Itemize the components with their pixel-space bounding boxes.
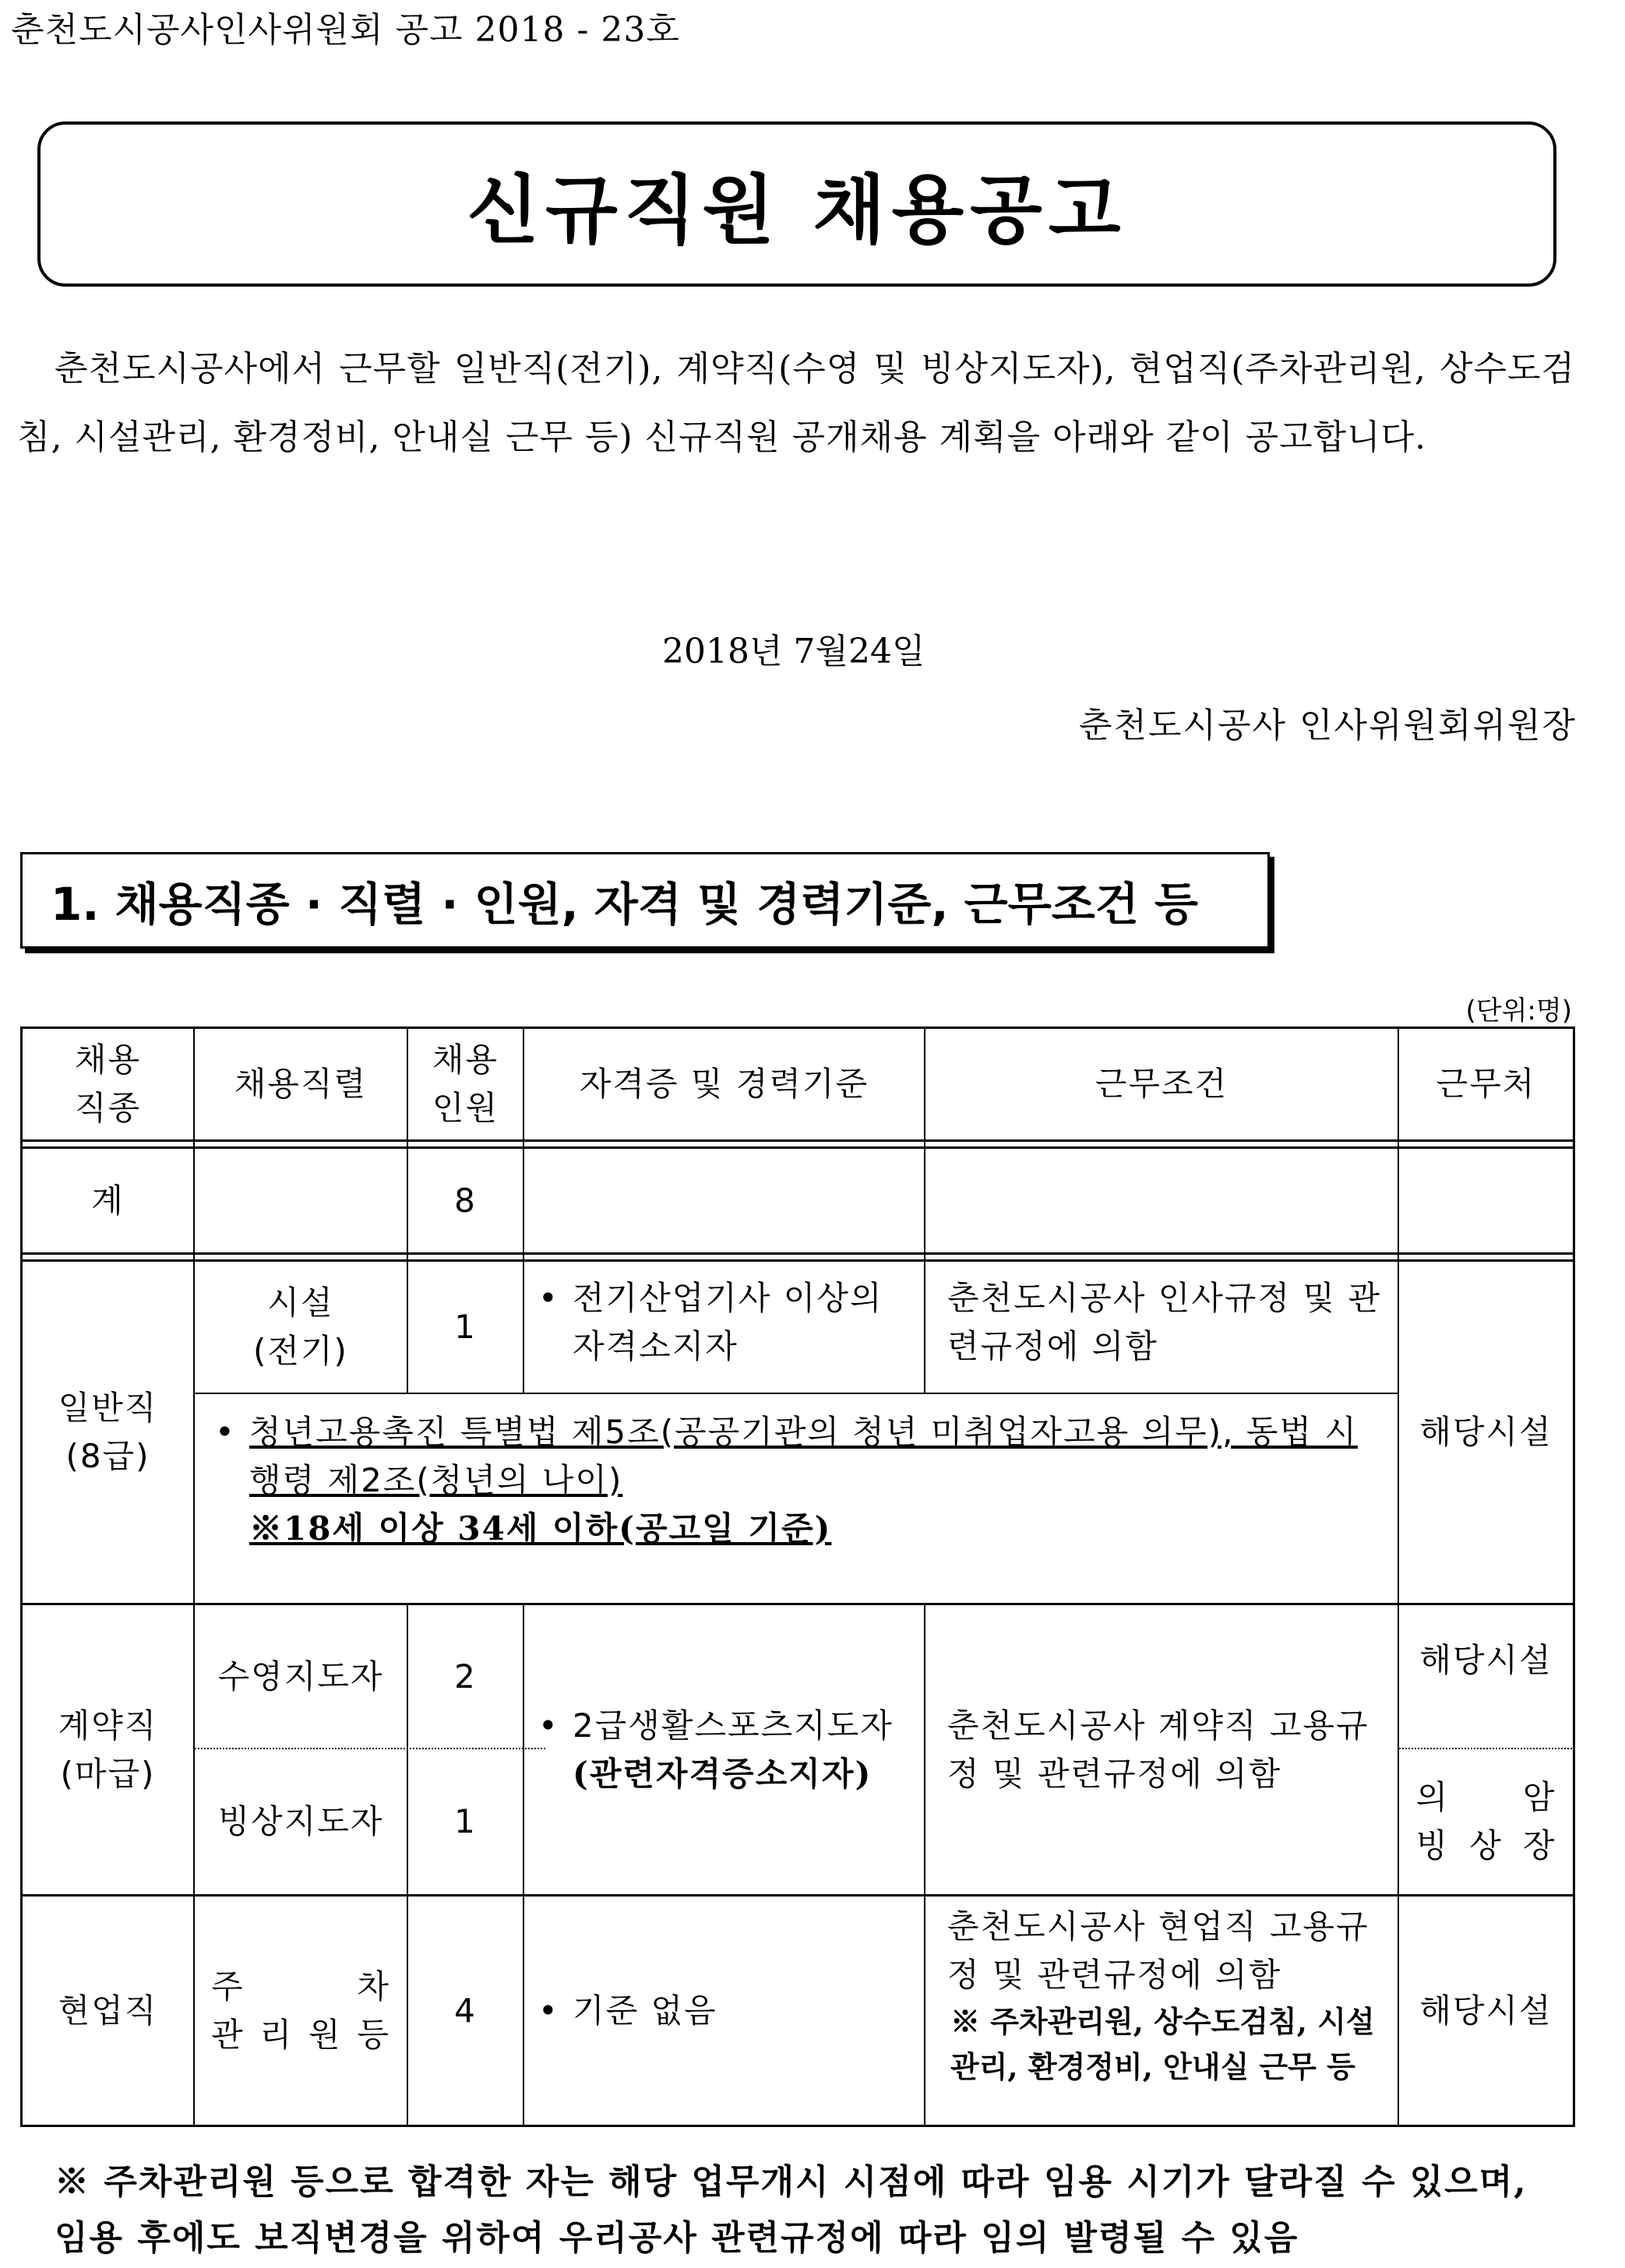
contract-count-skate: 1 [454,1802,477,1840]
general-series: 시설 (전기) [253,1284,348,1370]
notice-date: 2018년 7월24일 [662,632,925,671]
total-label: 계 [91,1181,125,1220]
field-count: 4 [454,1991,477,2030]
general-type: 일반직 (8급) [58,1389,158,1475]
row-divider-general-note [195,1393,1399,1394]
contract-series-swim: 수영지도자 [217,1657,384,1696]
header-count: 채용 인원 [432,1041,499,1127]
age-requirement: ※18세 이상 34세 이하(공고일 기준) [249,1509,832,1548]
header-conditions: 근무조건 [1094,1065,1228,1103]
intro-paragraph: 춘천도시공사에서 근무할 일반직(전기), 계약직(수영 및 빙상지도자), 현업직(주차관리원, 상수도검침, 시설관리, 환경정비, 안내실 근무 등) 신규직원 공개채용 계획을 아래와 같이 공고합니다. [17,349,1575,457]
row-divider-total [20,1252,1575,1255]
general-workplace: 해당시설 [1419,1413,1553,1451]
general-qualification: • 전기산업기사 이상의 자격소지자 [538,1279,883,1365]
recruitment-table [20,1027,1575,2127]
header-divider-double [20,1146,1575,1149]
issuer: 춘천도시공사 인사위원회위원장 [1078,706,1577,745]
field-conditions: 춘천도시공사 현업직 고용규정 및 관련규정에 의함 ※ 주차관리원, 상수도검침, 시설관리, 환경정비, 안내실 근무 등 [947,1903,1391,2121]
col-line-4b [924,1603,925,2127]
col-line-3b [523,1603,524,2127]
general-conditions: 춘천도시공사 인사규정 및 관련규정에 의함 [947,1279,1381,1365]
field-series: 주 차 관 리 원 등 [211,1967,390,2054]
section-heading: 1. 채용직종 · 직렬 · 인원, 자격 및 경력기준, 근무조건 등 [51,878,1199,931]
contract-workplace-swim: 해당시설 [1419,1641,1553,1679]
contract-qualification: • 2급생활스포츠지도자 (관련자격증소지자) [538,1706,894,1793]
general-note: • 청년고용촉진 특별법 제5조(공공기관의 청년 미취업자고용 의무), 동법 시행령 제2조(청년의 나이) ※18세 이상 34세 이하(공고일 기준) [215,1408,1384,1595]
title-box [37,122,1556,287]
header-workplace: 근무처 [1436,1065,1536,1103]
contract-series-skate: 빙상지도자 [217,1802,384,1840]
youth-employment-note: 청년고용촉진 특별법 제5조(공공기관의 청년 미취업자고용 의무), 동법 시행령 제2조(청년의 나이) [249,1413,1358,1499]
footnote: ※ 주차관리원 등으로 합격한 자는 해당 업무개시 시점에 따라 임용 시기가 달라질 수 있으며, 임용 후에도 보직변경을 위하여 우리공사 관련규정에 따라 임의 발령될 수 있음 [55,2162,1528,2258]
general-count: 1 [454,1308,477,1346]
field-workplace: 해당시설 [1419,1991,1553,2030]
page-title: 신규직원 채용공고 [467,166,1127,254]
contract-workplace-skate: 의 암 빙 상 장 [1415,1778,1556,1865]
section-heading-box [20,852,1270,949]
header-series: 채용직렬 [234,1065,368,1103]
header-divider [20,1139,1575,1142]
contract-count-swim: 2 [454,1657,477,1696]
field-qualification: • 기준 없음 [538,1991,717,2030]
header-qualification: 자격증 및 경력기준 [579,1065,869,1103]
unit-label: (단위:명) [1465,995,1572,1027]
notice-number: 춘천도시공사인사위원회 공고 2018 - 23호 [11,10,680,50]
contract-conditions: 춘천도시공사 계약직 고용규정 및 관련규정에 의함 [947,1706,1369,1793]
field-conditions-note: ※ 주차관리원, 상수도검침, 시설관리, 환경정비, 안내실 근무 등 [950,2004,1375,2084]
table-border-right [1573,1027,1575,2127]
header-type: 채용 직종 [74,1041,142,1127]
total-count: 8 [454,1181,477,1220]
table-border-bottom [20,2125,1575,2127]
contract-type: 계약직 (마급) [58,1706,158,1793]
field-type: 현업직 [58,1991,158,2030]
